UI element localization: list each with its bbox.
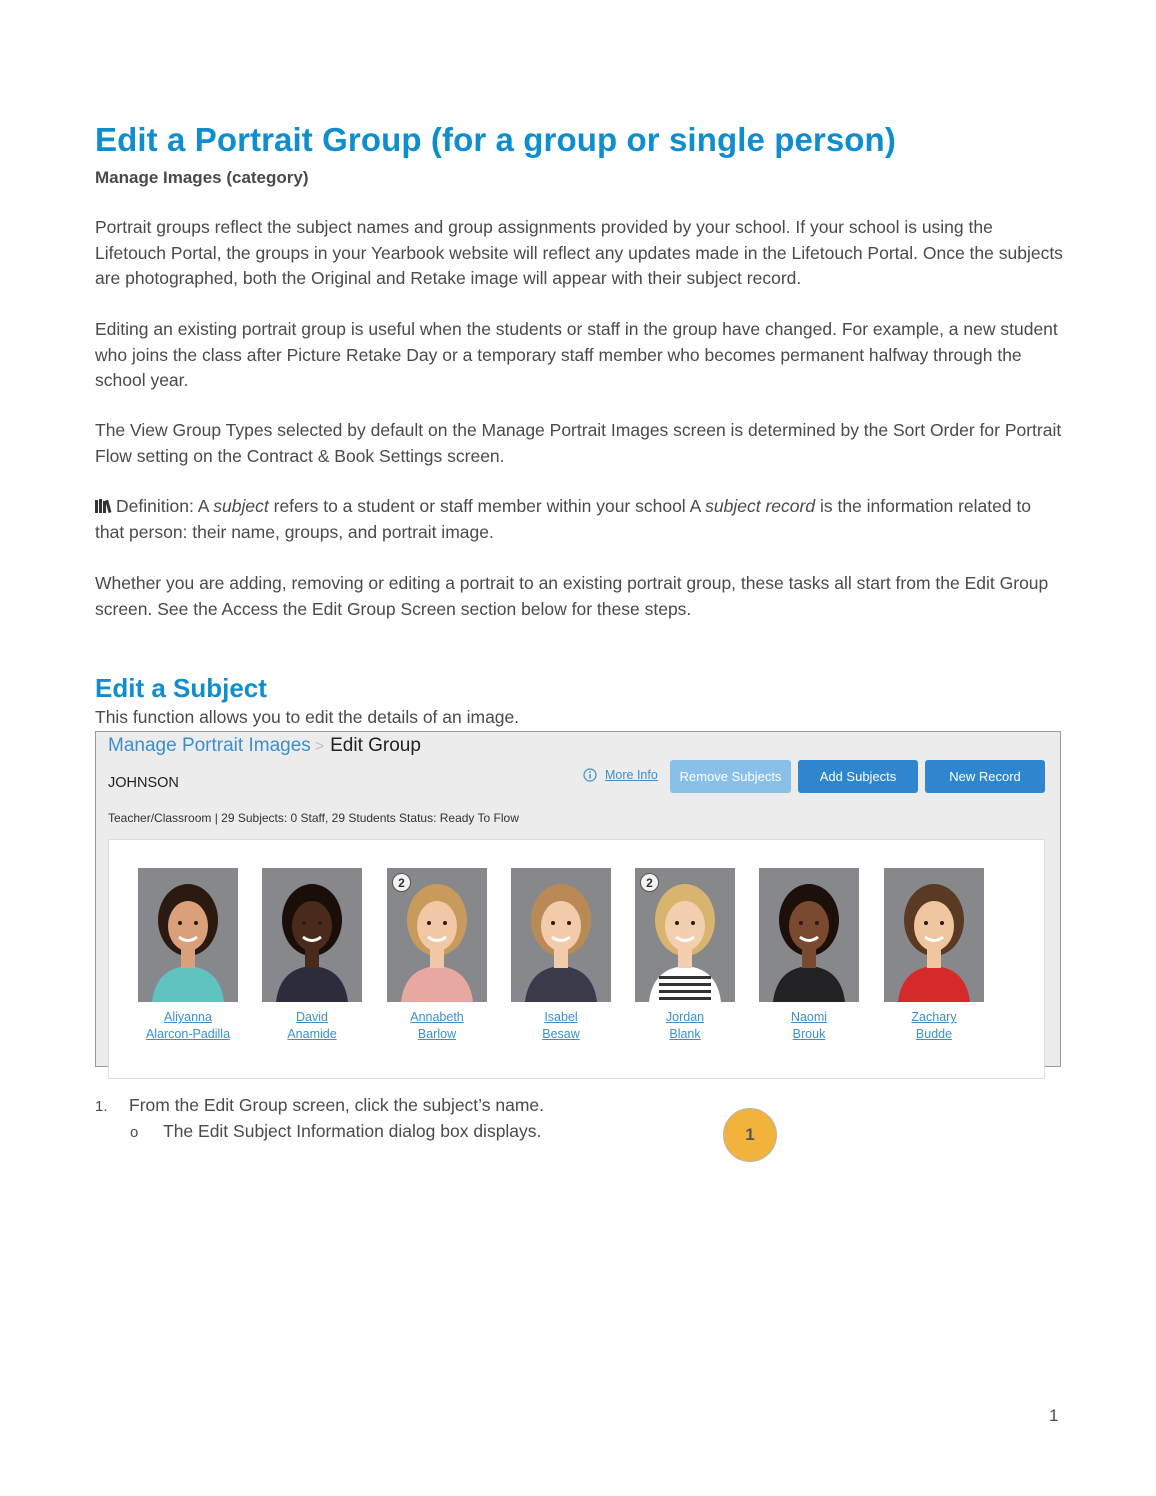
subject-portrait[interactable] — [884, 868, 984, 1002]
subject-last-name: Anamide — [287, 1027, 337, 1041]
section-heading: Edit a Subject — [95, 673, 267, 703]
subject-portrait[interactable] — [138, 868, 238, 1002]
subject-first-name: Isabel — [544, 1010, 578, 1024]
subject-first-name: David — [296, 1010, 328, 1024]
step-number: 1. — [95, 1098, 108, 1115]
subject-first-name: Aliyanna — [164, 1010, 212, 1024]
subject-first-name: Jordan — [665, 1010, 705, 1024]
substep — [130, 1121, 541, 1142]
subject-card — [744, 868, 874, 1043]
subject-card — [372, 868, 502, 1043]
subject-last-name: Alarcon-Padilla — [145, 1027, 231, 1041]
intro-paragraph: Portrait groups reflect the subject names and group assignments provided by your school. If your school is using the Lifetouch Portal, the groups in your Yearbook website will reflect any updates made in the Lifetouch Portal. Once the subjects are photographed, both the Original and Retake image will appear with their subject record. — [95, 217, 1063, 288]
breadcrumb-manage-portrait-images[interactable]: Manage Portrait Images — [108, 735, 311, 756]
new-record-button[interactable]: New Record — [925, 760, 1045, 793]
subject-name-link[interactable] — [620, 1009, 750, 1043]
category-label: Manage Images (category) — [95, 168, 309, 187]
subject-portrait[interactable] — [635, 868, 735, 1002]
subject-first-name: Naomi — [790, 1010, 828, 1024]
info-icon — [583, 768, 597, 782]
subject-card — [496, 868, 626, 1043]
step-callout: 1 — [723, 1108, 777, 1162]
subject-last-name: Brouk — [792, 1027, 826, 1041]
subject-card — [123, 868, 253, 1043]
subject-name-link[interactable] — [247, 1009, 377, 1043]
subject-name-link[interactable] — [744, 1009, 874, 1043]
editing-paragraph: Editing an existing portrait group is useful when the students or staff in the group have changed. For example, a new student who joins the class after Picture Retake Day or a temporary staff member who becomes permanent halfway through the school year. — [95, 319, 1058, 390]
subject-first-name: Annabeth — [410, 1010, 464, 1024]
subject-name-link[interactable] — [869, 1009, 999, 1043]
retake-count-badge: 2 — [640, 873, 659, 892]
group-types-paragraph: The View Group Types selected by default on the Manage Portrait Images screen is determined by the Sort Order for Portrait Flow setting on the Contract & Book Settings screen. — [95, 420, 1062, 466]
definition-term-subject: subject — [213, 496, 269, 516]
subject-name-link[interactable] — [372, 1009, 502, 1043]
definition-term-subject-record: subject record — [705, 496, 816, 516]
definition-mid: refers to a student or staff member within your school A — [268, 496, 706, 516]
subject-portrait[interactable] — [262, 868, 362, 1002]
step-1 — [95, 1095, 544, 1116]
subject-name-link[interactable] — [496, 1009, 626, 1043]
breadcrumb-current: Edit Group — [330, 735, 421, 756]
subject-last-name: Blank — [669, 1027, 701, 1041]
page-title: Edit a Portrait Group (for a group or single person) — [95, 121, 896, 158]
more-info-link[interactable] — [583, 768, 658, 782]
subject-card — [620, 868, 750, 1043]
subject-card — [247, 868, 377, 1043]
section-intro: This function allows you to edit the details of an image. — [95, 707, 520, 727]
subject-last-name: Barlow — [417, 1027, 457, 1041]
breadcrumb — [108, 735, 421, 757]
tasks-paragraph: Whether you are adding, removing or editing a portrait to an existing portrait group, these tasks all start from the Edit Group screen. See the Access the Edit Group Screen section below for these steps. — [95, 573, 1049, 619]
subject-card — [869, 868, 999, 1043]
breadcrumb-separator: > — [314, 738, 325, 755]
subject-last-name: Besaw — [542, 1027, 580, 1041]
subject-portrait[interactable] — [759, 868, 859, 1002]
subject-portrait[interactable] — [511, 868, 611, 1002]
books-icon — [95, 499, 115, 513]
retake-count-badge: 2 — [392, 873, 411, 892]
definition-paragraph — [95, 494, 1065, 545]
step-text: From the Edit Group screen, click the subject’s name. — [129, 1095, 544, 1115]
definition-tail: is the information related to that person: their name, groups, and portrait image. — [95, 496, 1032, 542]
page-number: 1 — [1049, 1406, 1059, 1425]
definition-lead: Definition: A — [116, 496, 214, 516]
more-info-label: More Info — [605, 768, 658, 782]
subject-name-link[interactable] — [123, 1009, 253, 1043]
group-meta: Teacher/Classroom | 29 Subjects: 0 Staff, 29 Students Status: Ready To Flow — [108, 811, 519, 825]
subject-last-name: Budde — [915, 1027, 953, 1041]
substep-text: The Edit Subject Information dialog box displays. — [163, 1121, 542, 1141]
remove-subjects-button[interactable]: Remove Subjects — [670, 760, 791, 793]
group-name: JOHNSON — [108, 775, 179, 791]
substep-bullet: o — [130, 1124, 139, 1141]
add-subjects-button[interactable]: Add Subjects — [798, 760, 918, 793]
subject-first-name: Zachary — [911, 1010, 957, 1024]
subject-portrait[interactable] — [387, 868, 487, 1002]
